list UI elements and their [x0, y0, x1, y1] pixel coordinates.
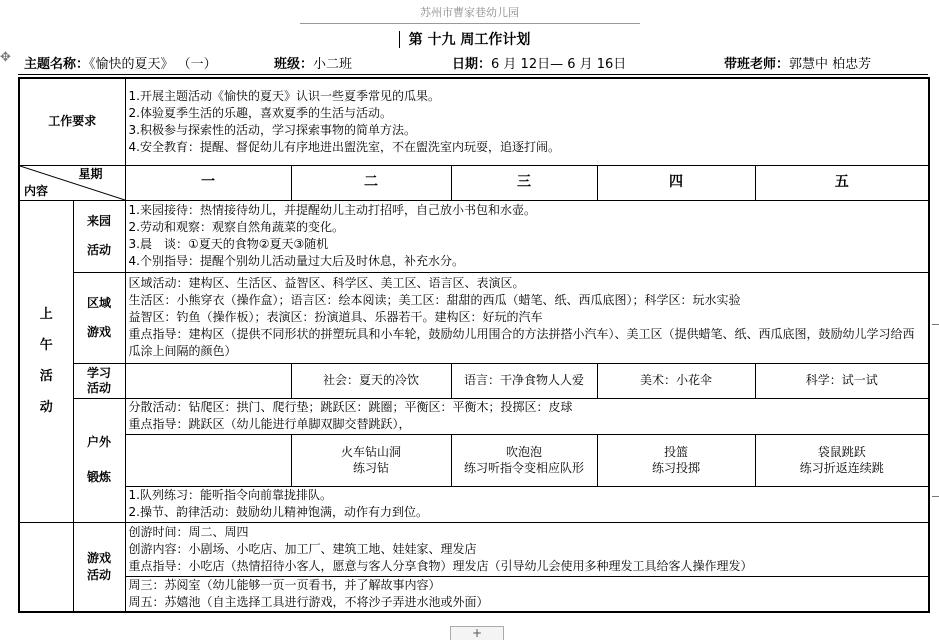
- table-move-handle-icon[interactable]: ✥: [0, 50, 11, 65]
- content-label: 内容: [24, 183, 49, 198]
- date-value: 6 月 12日— 6 月 16日: [491, 57, 627, 72]
- game-blank-cell-2: [19, 576, 73, 612]
- weekday-header-row: [19, 165, 929, 200]
- theme-value: 《愉快的夏天》 （一）: [89, 57, 217, 72]
- requirement-item: 4.安全教育：提醒、督促幼儿有序地进出盥洗室，不在盥洗室内玩耍，追逐打闹。: [128, 139, 560, 154]
- outdoor-top-row: [19, 398, 929, 434]
- day-wednesday: 三: [451, 165, 597, 200]
- requirement-item: 2.体验夏季生活的乐趣，喜欢夏季的生活与活动。: [128, 105, 392, 120]
- text-cursor: [399, 31, 400, 48]
- study-monday: [125, 363, 291, 398]
- theme-info: [24, 56, 217, 74]
- requirements-label: 工作要求: [19, 78, 125, 165]
- game-row: [19, 522, 929, 576]
- game-row-2: [19, 576, 929, 612]
- study-tuesday: 社会：夏天的冷饮: [291, 363, 451, 398]
- date-info: [452, 56, 626, 74]
- info-underline: [18, 74, 928, 75]
- header-rule: [300, 23, 640, 24]
- ruler-tick: [932, 324, 939, 325]
- teacher-value: 郭慧中 柏忠芳: [789, 57, 872, 72]
- day-tuesday: 二: [291, 165, 451, 200]
- game-blank-cell: [19, 522, 73, 576]
- weekday-content-corner: [19, 165, 125, 200]
- class-label: 班级：: [274, 57, 314, 72]
- outdoor-thursday: 投篮 练习投掷: [597, 434, 755, 486]
- day-thursday: 四: [597, 165, 755, 200]
- page-header: 苏州市曹家巷幼儿园: [420, 6, 519, 19]
- area-game-label: 区域 游戏: [73, 272, 125, 363]
- arrival-content: 1.来园接待：热情接待幼儿，并提醒幼儿主动打招呼，自己放小书包和水壶。 2.劳动和观察：观察自然角蔬菜的变化。 3.晨 谈：①夏天的食物②夏天③随机 4.个别指导：提醒个别幼儿活动量过大后及时休息，补充水分。: [125, 200, 929, 272]
- outdoor-exercise-content: 1.队列练习：能听指令向前靠拢排队。 2.操节、韵律活动：鼓励幼儿精神饱满，动作有力到位。: [125, 486, 929, 522]
- area-game-row: [19, 272, 929, 363]
- requirement-item: 3.积极参与探索性的活动，学习探索事物的简单方法。: [128, 122, 416, 137]
- study-friday: 科学：试一试: [755, 363, 929, 398]
- outdoor-tuesday: 火车钻山洞 练习钻: [291, 434, 451, 486]
- requirement-item: 1.开展主题活动《愉快的夏天》认识一些夏季常见的瓜果。: [128, 88, 440, 103]
- theme-label: 主题名称：: [24, 57, 90, 72]
- area-game-content: 区域活动：建构区、生活区、益智区、科学区、美工区、语言区、表演区。 生活区：小熊穿衣（操作盒）；语言区：绘本阅读；美工区：甜甜的西瓜（蜡笔、纸、西瓜底图）；科学区：玩水实验 益智区：钓鱼（操作板）；表演区：扮演道具、乐器若干。建构区：好玩的汽车 重点指导：建构区（提供不同形状的拼塑玩具和小车轮，鼓励幼儿用围合的方法拼搭小汽车）、美工区（提供蜡笔、纸、西瓜底图，鼓励幼儿学习给西瓜涂上间隔的颜色）: [125, 272, 929, 363]
- work-plan-table: [18, 77, 930, 613]
- study-thursday: 美术：小花伞: [597, 363, 755, 398]
- page-title: 第 十九 周工作计划: [408, 32, 531, 48]
- add-row-button[interactable]: +: [450, 626, 504, 640]
- requirements-content: [125, 78, 929, 165]
- outdoor-daily-row: [19, 434, 929, 486]
- study-label: 学习 活动: [73, 363, 125, 398]
- ruler-tick: [932, 496, 939, 497]
- study-row: [19, 363, 929, 398]
- game-content-2: 周三：苏阅室（幼儿能够一页一页看书，并了解故事内容） 周五：苏嬉池（自主选择工具进行游戏，不将沙子弄进水池或外面）: [125, 576, 929, 612]
- class-info: [274, 56, 352, 74]
- outdoor-bottom-row: [19, 486, 929, 522]
- game-label: 游戏 活动: [73, 522, 125, 612]
- game-content: 创游时间：周二、周四 创游内容：小剧场、小吃店、加工厂、建筑工地、娃娃家、理发店 重点指导：小吃店（热情招待小客人，愿意与客人分享食物）理发店（引导幼儿会使用多种理发工具给客人操作理发）: [125, 522, 929, 576]
- study-wednesday: 语言：干净食物人人爱: [451, 363, 597, 398]
- outdoor-label: 户外 锻炼: [73, 398, 125, 522]
- outdoor-general-content: 分散活动：钻爬区：拱门、爬行垫；跳跃区：跳圈；平衡区：平衡木；投掷区：皮球 重点指导：跳跃区（幼儿能进行单脚双脚交替跳跃），: [125, 398, 929, 434]
- class-value: 小二班: [313, 57, 353, 72]
- teacher-info: [724, 56, 871, 74]
- outdoor-friday: 袋鼠跳跃 练习折返连续跳: [755, 434, 929, 486]
- weekday-label: 星期: [78, 166, 103, 181]
- day-friday: 五: [755, 165, 929, 200]
- day-monday: 一: [125, 165, 291, 200]
- arrival-row: [19, 200, 929, 272]
- arrival-label: 来园 活动: [73, 200, 125, 272]
- outdoor-monday: [125, 434, 291, 486]
- morning-activities-label: 上 午 活 动: [19, 200, 73, 522]
- date-label: 日期：: [452, 57, 492, 72]
- teacher-label: 带班老师：: [724, 57, 790, 72]
- requirements-row: [19, 78, 929, 165]
- outdoor-wednesday: 吹泡泡 练习听指令变相应队形: [451, 434, 597, 486]
